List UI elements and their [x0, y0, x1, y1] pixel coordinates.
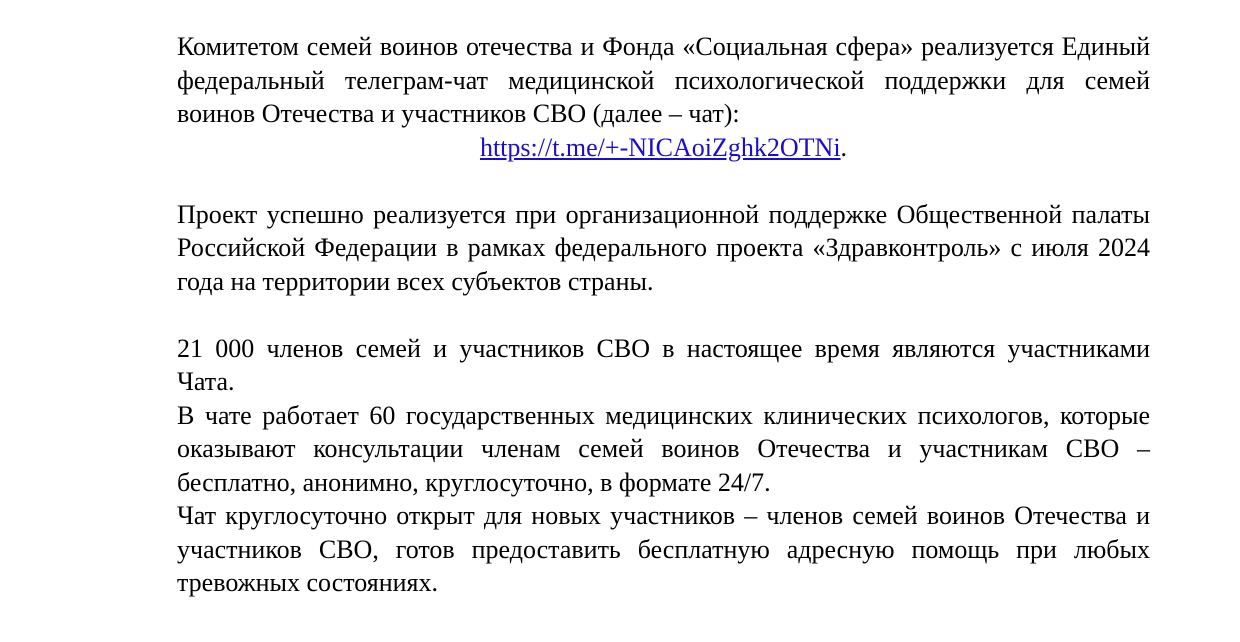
- project-paragraph: Проект успешно реализуется при организационной поддержке Общественной палаты Российской Федерации в рамках федерального проекта «Здравконтроль» с июля 2024 года на территории всех субъектов страны.: [177, 199, 1150, 296]
- document-page: [177, 30, 1150, 600]
- paragraph-spacer: [177, 298, 1150, 332]
- link-suffix: .: [840, 132, 848, 162]
- chat-link-line: [177, 131, 1150, 165]
- open-chat-paragraph: Чат круглосуточно открыт для новых участников – членов семей воинов Отечества и участников СВО, готов предоставить бесплатную адресную помощь при любых тревожных состояниях.: [177, 501, 1150, 597]
- intro-paragraph: Комитетом семей воинов отечества и Фонда «Социальная сфера» реализуется Единый федеральный телеграм-чат медицинской психологической поддержки для семей воинов Отечества и участников СВО (далее – чат):: [177, 32, 1150, 128]
- paragraph-spacer: [177, 164, 1150, 198]
- psychologists-paragraph: В чате работает 60 государственных медицинских клинических психологов, которые оказывают консультации членам семей воинов Отечества и участникам СВО – бесплатно, анонимно, круглосуточно, в формате 24/7.: [177, 400, 1150, 497]
- members-paragraph: 21 000 членов семей и участников СВО в настоящее время являются участниками Чата.: [177, 333, 1150, 396]
- telegram-chat-link[interactable]: https://t.me/+-NICAoiZghk2OTNi: [479, 132, 841, 162]
